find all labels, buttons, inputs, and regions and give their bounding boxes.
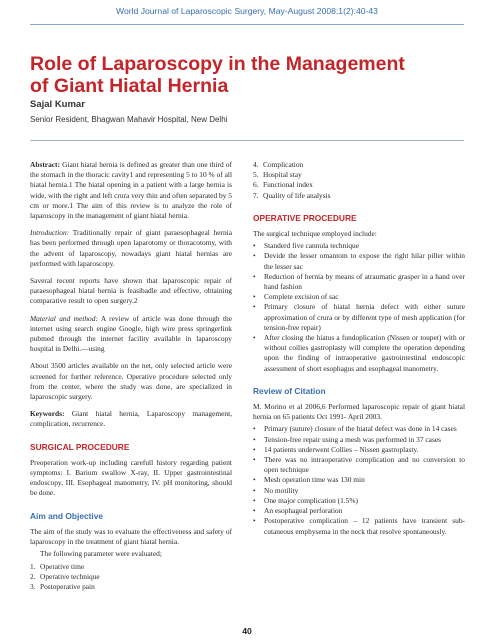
surgical-procedure-text: Preoperation work-up including carefull history regarding patient symptoms: I. Barium swallow X-ray, II. Upper gastrointestinal endoscopy, III. Esophageal manometry, IV. pH monitoring, should be done.	[30, 457, 232, 498]
list-item: • Reduction of hernia by means of atraumatic grasper in a hand over hand fashion	[253, 271, 465, 292]
aim-objective-heading: Aim and Objective	[30, 510, 104, 521]
right-column	[253, 160, 465, 543]
title-rule	[30, 140, 464, 141]
list-item: • Standerd five cannula technique	[253, 241, 360, 251]
list-item: 3. Postoperative pain	[30, 581, 95, 591]
abstract-paragraph	[30, 160, 232, 221]
operative-steps-list	[253, 241, 465, 374]
parameters-list-continued	[253, 160, 465, 201]
list-item: • There was no intraoperative complication and no conversion to open technique	[253, 455, 465, 475]
article-title	[30, 53, 470, 97]
introduction-label: Introduction:	[30, 228, 70, 238]
methods-text: A review of article was done through the internet using search engine Google, high wire press springerlink pubmed through the internet facility available in laparoscopy hospital in Delhi.—using	[30, 313, 232, 354]
list-item: 1. Operative time	[30, 561, 85, 571]
operative-intro: The surgical technique employed include:	[253, 229, 377, 239]
abstract-label: Abstract:	[30, 160, 60, 169]
methods-label: Material and method:	[30, 313, 98, 323]
list-item: • One major complication (1.5%)	[253, 495, 358, 505]
citation-intro: M. Morino et al 2006,6 Performed laparoscopic repair of giant hiatal hernia on 65 patients Oct 1991- April 2003.	[253, 402, 465, 422]
aim-text: The aim of the study was to evaluate the effectiveness and safety of laparoscopy in the treatment of giant hiatal hernia.	[30, 526, 232, 547]
list-item: 4. Complication	[253, 160, 304, 169]
page-number: 40	[242, 626, 252, 636]
parameters-list	[30, 562, 232, 593]
methods-paragraph	[30, 314, 232, 355]
author-name: Sajal Kumar	[30, 99, 85, 110]
list-item: • No motility	[253, 485, 299, 495]
keywords-label: Keywords:	[30, 409, 65, 419]
list-item: 2. Operative technique	[30, 571, 100, 581]
abstract-text: Giant hiatal hernia is defined as greater than one third of the stomach in the thoracic cavity1 and representing 5 to 10 % of all hiatal hernia.1 The hiatal opening in a patient with a large hernia is wide, with the right and left crura very thin and often separated by 5 cm or more.1 The aim of this review is to analyze the role of laparoscopy in the management of giant hiatal hernia.	[30, 160, 232, 221]
review-of-citation-heading: Review of Citation	[253, 385, 326, 396]
operative-procedure-heading: OPERATIVE PROCEDURE	[253, 212, 357, 223]
title-line-2: of Giant Hiatal Hernia	[30, 75, 229, 97]
list-item: 6. Functional index	[253, 180, 313, 190]
list-item: • Primary (suture) closure of the hiatal defect was done in 14 cases	[253, 424, 457, 434]
list-item: • Devide the lesser omantom to expose the right hilar piller within the lesser sac	[253, 251, 465, 271]
header-rule	[30, 24, 464, 25]
list-item: • Tension-free repair using a mesh was performed in 37 cases	[253, 434, 441, 444]
list-item: 7. Quality of life analysis	[253, 190, 331, 200]
surgical-procedure-heading: SURGICAL PROCEDURE	[30, 441, 130, 452]
keywords-text: Giant hiatal hernia, Laparoscopy management, complication, recurrence.	[30, 409, 232, 429]
title-line-1: Role of Laparoscopy in the Management	[30, 53, 405, 75]
left-column	[30, 160, 232, 598]
introduction-text: Traditionally repair of giant paraesophageal hernia has been performed through open laparotomy or thoracotomy, with the advent of laparoscopy, nowadays giant hiatal hernias are performed with laparoscopy.	[30, 228, 233, 268]
list-item: • An esophageal perforation	[253, 506, 343, 516]
keywords-paragraph	[30, 409, 232, 429]
list-item: • Primary closure of hiatal hernia defect with either suture approximation of crura or by different type of mesh application (for tension-free repair)	[253, 302, 465, 332]
list-item: • Postoperative complication – 12 patients have transient sub-cutaneous emphysema in the neck that resolve spontaneously.	[253, 516, 465, 536]
list-item: • After closing the hiatus a fundoplication (Nissen or toupet) with or without coilies gastroplasty will complete the operation depending upon the finding of intraoperative gastrointestinal endoscopic assessment of short esophagus and esophageal manometry.	[253, 333, 465, 373]
parameters-intro: The following parameter were evaluated;	[40, 549, 162, 559]
reports-paragraph: Saveral recent reports have shown that laparoscopic repair of paraesophageal hiatal hernia is feasibadle and effective, obtaining comparative result to open surgery.2	[30, 276, 232, 306]
list-item: • 14 patients underwent Collies – Nissen gastroplasty.	[253, 444, 419, 454]
list-item: 5. Hospital stay	[253, 170, 302, 180]
list-item: • Mesh operation time was 130 min	[253, 475, 365, 485]
journal-header: World Journal of Laparoscopic Surgery, May-August 2008;1(2):40-43	[116, 6, 378, 16]
list-item: • Complete excision of sac	[253, 292, 339, 302]
articles-paragraph: About 3500 articles available on the net, only selected article were screened for further reference. Operative procedure selected only from the center, where the study was done, are specialized in laparoscopic surgery.	[30, 361, 232, 402]
author-affiliation: Senior Resident, Bhagwan Mahavir Hospital, New Delhi	[30, 115, 228, 124]
introduction-paragraph	[30, 228, 232, 269]
citation-findings-list	[253, 424, 465, 536]
